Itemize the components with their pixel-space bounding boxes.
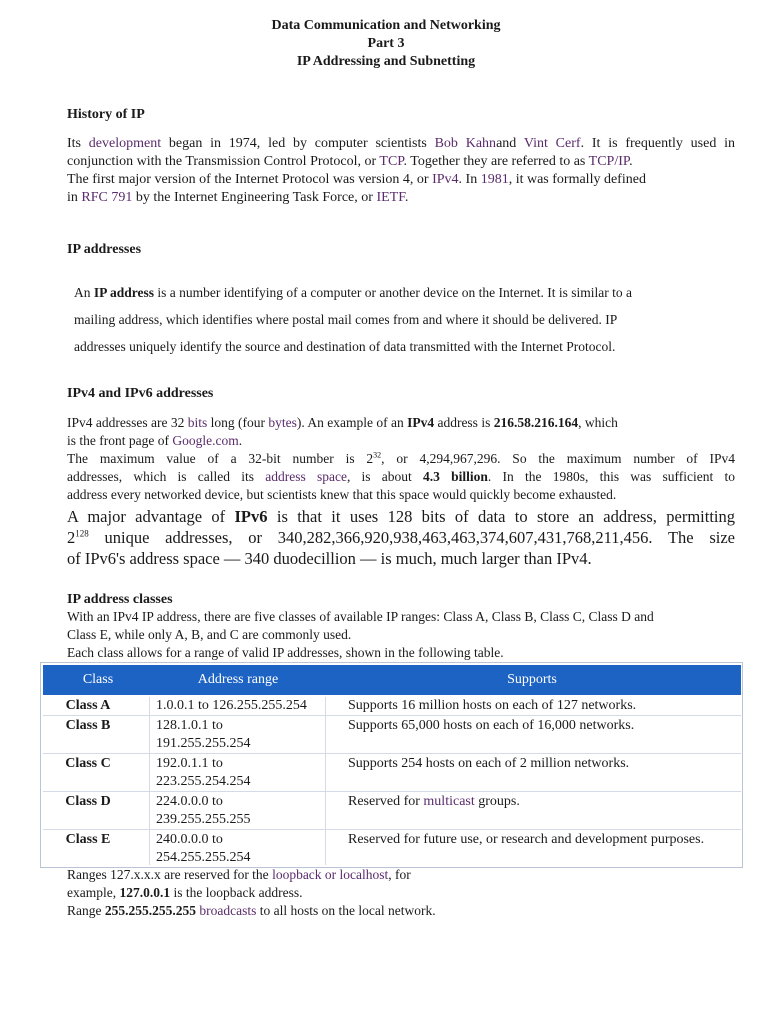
class-b-label: Class B xyxy=(65,718,111,733)
link-google[interactable]: Google.com xyxy=(172,433,239,448)
heading-history-of-ip: History of IP xyxy=(67,107,145,122)
link-broadcasts[interactable]: broadcasts xyxy=(199,903,257,918)
doc-title-line-2: Part 3 xyxy=(367,36,405,51)
class-a-label: Class A xyxy=(65,698,111,713)
ipv4-line-1: IPv4 addresses are 32 bits long (four bytes). An example of an IPv4 address is 216.58.216.164, which xyxy=(67,415,618,430)
classes-line-2: Class E, while only A, B, and C are commonly used. xyxy=(67,627,352,642)
notes-line-2: example, 127.0.0.1 is the loopback address. xyxy=(67,885,303,900)
table-header-row xyxy=(43,665,741,695)
header-class: Class xyxy=(82,672,114,687)
classes-line-3: Each class allows for a range of valid IP addresses, shown in the following table. xyxy=(67,645,504,660)
row-divider xyxy=(43,715,741,716)
link-ipv4[interactable]: IPv4 xyxy=(432,172,459,187)
doc-title-line-3: IP Addressing and Subnetting xyxy=(296,54,476,69)
class-c-range-start: 192.0.1.1 to xyxy=(156,756,223,771)
row-divider xyxy=(43,791,741,792)
class-c-supports: Supports 254 hosts on each of 2 million networks. xyxy=(348,756,630,771)
link-rfc-791[interactable]: RFC 791 xyxy=(81,190,133,205)
ipv6-line-1: A major advantage of IPv6 is that it uses 128 bits of data to store an address, permitting xyxy=(67,507,735,526)
doc-title-line-1: Data Communication and Networking xyxy=(271,18,501,33)
reserved-ranges-notes xyxy=(67,866,735,920)
link-tcp-ip[interactable]: TCP/IP xyxy=(588,154,630,169)
ipv6-paragraph xyxy=(67,506,735,569)
link-tcp[interactable]: TCP xyxy=(379,154,404,169)
column-divider xyxy=(325,697,326,865)
link-loopback-localhost[interactable]: loopback or localhost xyxy=(272,867,389,882)
row-divider xyxy=(43,829,741,830)
column-divider xyxy=(149,697,150,865)
ipv4-paragraph xyxy=(67,414,735,504)
ipv4-line-3: The maximum value of a 32-bit number is $2^{32}$, or 4,294,967,296. So the maximum number of IPv4 xyxy=(67,450,735,466)
ip-addresses-line-3: addresses uniquely identify the source and destination of data transmitted with the Internet Protocol. xyxy=(74,339,616,354)
ip-addresses-line-2: mailing address, which identifies where postal mail comes from and where it should be delivered. IP xyxy=(74,312,618,327)
ipv6-line-3: of IPv6's address space — 340 duodecillion — is much, much larger than IPv4. xyxy=(67,549,592,568)
heading-ip-address-classes: IP address classes xyxy=(67,592,173,607)
link-address-space[interactable]: address space xyxy=(265,469,347,484)
link-ietf[interactable]: IETF xyxy=(376,190,405,205)
link-1981[interactable]: 1981 xyxy=(480,172,509,187)
link-vint-cerf[interactable]: Vint Cerf xyxy=(523,136,581,151)
class-b-supports: Supports 65,000 hosts on each of 16,000 networks. xyxy=(348,718,635,733)
link-development[interactable]: development xyxy=(88,136,162,151)
notes-line-3: Range 255.255.255.255 broadcasts to all hosts on the local network. xyxy=(67,903,436,918)
history-line-4: in RFC 791 by the Internet Engineering Task Force, or IETF. xyxy=(67,190,409,205)
heading-ipv4-ipv6: IPv4 and IPv6 addresses xyxy=(67,386,214,401)
header-address-range: Address range xyxy=(197,672,279,687)
history-line-3: The first major version of the Internet Protocol was version 4, or IPv4. In 1981, it was formally defined xyxy=(67,172,646,187)
class-d-range-start: 224.0.0.0 to xyxy=(156,794,223,809)
heading-ip-addresses: IP addresses xyxy=(67,242,142,257)
ipv6-line-2: $2^{128}$ unique addresses, or 340,282,366,920,938,463,463,374,607,431,768,211,456. The size xyxy=(67,528,735,547)
history-paragraph xyxy=(67,135,735,207)
ip-classes-table xyxy=(40,662,743,868)
ipv4-line-4: addresses, which is called its address space, is about 4.3 billion. In the 1980s, this was sufficient to xyxy=(67,469,736,484)
link-bits[interactable]: bits xyxy=(187,415,208,430)
class-a-supports: Supports 16 million hosts on each of 127 networks. xyxy=(348,698,637,713)
class-e-label: Class E xyxy=(65,832,111,847)
class-e-supports: Reserved for future use, or research and development purposes. xyxy=(348,832,705,847)
class-d-supports: Reserved for multicast groups. xyxy=(348,794,520,809)
ip-addresses-paragraph xyxy=(74,279,734,360)
header-supports: Supports xyxy=(507,672,557,687)
ipv4-line-5: address every networked device, but scientists knew that this space would quickly become exhausted. xyxy=(67,487,617,502)
classes-intro xyxy=(67,608,735,662)
class-b-range-end: 191.255.255.254 xyxy=(156,736,251,751)
class-c-label: Class C xyxy=(65,756,111,771)
link-bob-kahn[interactable]: Bob Kahn xyxy=(434,136,497,151)
class-d-range-end: 239.255.255.255 xyxy=(156,812,251,827)
class-e-range-end: 254.255.255.254 xyxy=(156,850,251,865)
class-b-range-start: 128.1.0.1 to xyxy=(156,718,223,733)
class-d-label: Class D xyxy=(65,794,111,809)
link-multicast[interactable]: multicast xyxy=(423,794,475,809)
row-divider xyxy=(43,753,741,754)
classes-line-1: With an IPv4 IP address, there are five classes of available IP ranges: Class A, Class B, Class C, Class D and xyxy=(67,609,654,624)
ipv4-line-2: is the front page of Google.com. xyxy=(67,433,243,448)
notes-line-1: Ranges 127.x.x.x are reserved for the loopback or localhost, for xyxy=(67,867,411,882)
class-e-range-start: 240.0.0.0 to xyxy=(156,832,223,847)
history-line-2: conjunction with the Transmission Control Protocol, or TCP. Together they are referred to as TCP/IP. xyxy=(67,154,633,169)
history-line-1: Its development began in 1974, led by computer scientists Bob Kahnand Vint Cerf. It is frequently used in xyxy=(67,136,736,151)
class-c-range-end: 223.255.254.254 xyxy=(156,774,251,789)
ip-addresses-line-1: An IP address is a number identifying of a computer or another device on the Internet. It is similar to a xyxy=(74,285,633,300)
class-a-range: 1.0.0.1 to 126.255.255.254 xyxy=(156,698,307,713)
link-bytes[interactable]: bytes xyxy=(268,415,297,430)
